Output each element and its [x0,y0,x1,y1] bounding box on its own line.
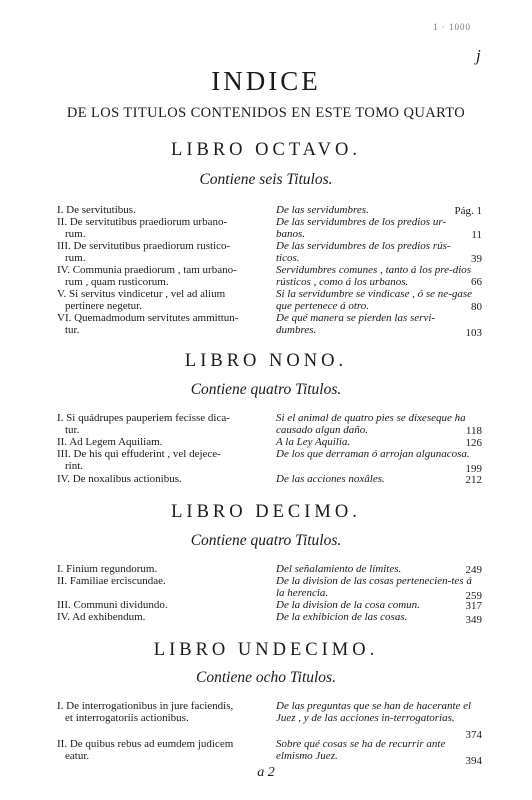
spanish-title: De las servidumbres. [276,204,369,216]
book-title-decimo: LIBRO DECIMO. [171,502,361,522]
page-number: 394 [465,755,482,767]
book-subtitle-undecimo: Contiene ocho Titulos. [196,669,336,686]
library-stamp: 1 · 1000 [433,22,471,32]
spanish-title: De las servidumbres de los predios rús-ticos. [276,240,451,264]
spanish-title: Sobre qué cosas se ha de recurrir ante elmismo Juez. [276,738,446,762]
latin-title: III. Communi dividundo. [57,599,168,611]
latin-title: IV. Ad exhibendum. [57,611,146,623]
latin-title: I. De interrogationibus in jure faciendis, et interrogatoriis actionibus. [57,700,234,724]
book-subtitle-octavo: Contiene seis Titulos. [199,171,333,188]
page-number: 80 [471,301,482,313]
latin-title: IV. De noxalibus actionibus. [57,473,182,485]
latin-title: II. Ad Legem Aquiliam. [57,436,163,448]
latin-title: II. Familiae erciscundae. [57,575,166,587]
page-number: 212 [465,474,482,486]
spanish-title: Del señalamiento de límites. [276,563,402,575]
latin-title: V. Si servitus vindicetur , vel ad alium pertinere negetur. [57,288,226,312]
page-number: 374 [465,729,482,741]
latin-title: III. De his qui effuderint , vel dejece- rint. [57,448,221,472]
spanish-title: De las preguntas que se han de hacerante el Juez , y de las acciones in-terrogatorias. [276,700,472,724]
latin-title: I. Si quádrupes pauperiem fecisse dica- tur. [57,412,230,436]
spanish-title: De la division de la cosa comun. [276,599,420,611]
book-title-octavo: LIBRO OCTAVO. [171,140,361,160]
spanish-title: De la exhibicion de las cosas. [276,611,408,623]
latin-title: I. De servitutibus. [57,204,136,216]
spanish-title: Servidumbres comunes , tanto á los pre-dios rústicos , como á los urbanos. [276,264,472,288]
page-number: 126 [465,437,482,449]
page-number: 103 [465,327,482,339]
page-number: 349 [465,614,482,626]
page-number: 118 [465,425,482,437]
spanish-title: De los que derraman ó arrojan algunacosa. [276,448,470,460]
spanish-title: De la division de las cosas pertenecien-tes á la herencia. [276,575,472,599]
page-number: 66 [471,276,482,288]
book-subtitle-decimo: Contiene quatro Titulos. [190,532,342,549]
page-number: 317 [465,600,482,612]
spanish-title: A la Ley Aquilia. [276,436,351,448]
spanish-title: Si la servidumbre se vindicase , ó se ne-gase que pertenece á otro. [276,288,473,312]
latin-title: VI. Quemadmodum servitutes ammittun- tur. [57,312,239,336]
page-number: 199 [465,463,482,475]
book-title-nono: LIBRO NONO. [184,351,348,371]
page-number: 39 [471,253,482,265]
latin-title: III. De servitutibus praediorum rustico- rum. [57,240,231,264]
latin-title: II. De servitutibus praediorum urbano- rum. [57,216,228,240]
page-title: INDICE [211,66,321,96]
page-number: Pág. 1 [454,205,482,217]
signature-letter: j [476,46,481,65]
book-subtitle-nono: Contiene quatro Titulos. [190,381,342,398]
book-title-undecimo: LIBRO UNDECIMO. [153,640,379,660]
signature-mark: a 2 [257,765,275,780]
spanish-title: De las acciones noxâles. [276,473,385,485]
latin-title: I. Finium regundorum. [57,563,158,575]
page-number: 259 [465,590,482,602]
page-subtitle: DE LOS TITULOS CONTENIDOS EN ESTE TOMO QUARTO [66,105,466,121]
spanish-title: Si el animal de quatro pies se dixeseque ha causado algun daño. [276,412,466,436]
latin-title: II. De quibus rebus ad eumdem judicem eatur. [57,738,234,762]
spanish-title: De qué manera se pierden las servi-dumbres. [276,312,436,336]
spanish-title: De las servidumbres de los predios ur-banos. [276,216,447,240]
page-number: 11 [471,229,482,241]
latin-title: IV. Communia praediorum , tam urbano- rum , quam rusticorum. [57,264,237,288]
page-number: 249 [465,564,482,576]
